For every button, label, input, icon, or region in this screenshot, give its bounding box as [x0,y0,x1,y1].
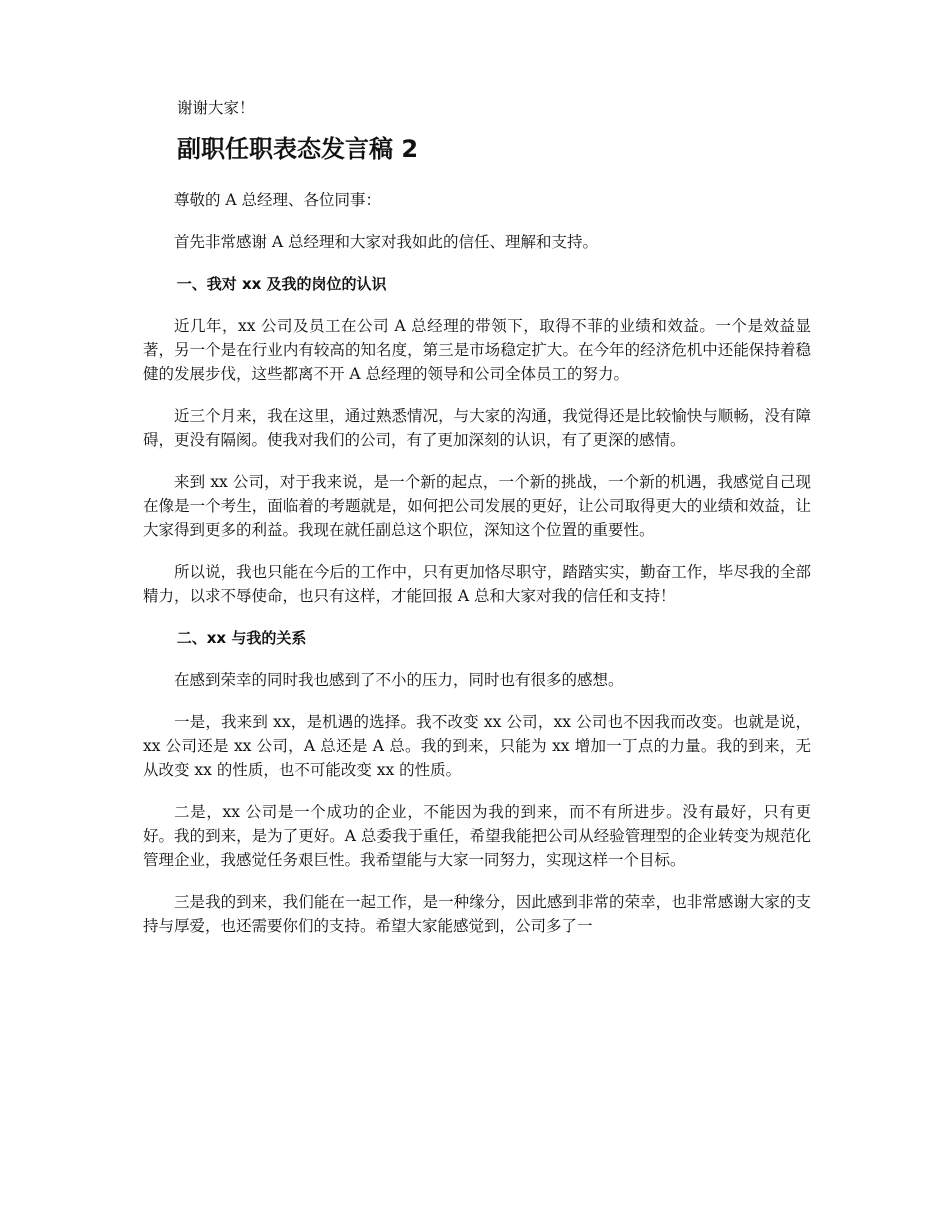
section-heading-2: 二、xx 与我的关系 [176,629,307,647]
document-title: 副职任职表态发言稿 2 [177,135,419,163]
document-page [143,96,811,956]
section1-paragraph-2: 近三个月来，我在这里，通过熟悉情况，与大家的沟通，我觉得还是比较愉快与顺畅，没有障碍，更没有隔阂。使我对我们的公司，有了更加深刻的认识，有了更深的感情。 [143,407,811,449]
closing-line: 谢谢大家！ [177,99,255,117]
section1-paragraph-3: 来到 xx 公司，对于我来说，是一个新的起点，一个新的挑战，一个新的机遇，我感觉自己现在像是一个考生，面临着的考题就是，如何把公司发展的更好，让公司取得更大的业绩和效益，让大家得到更多的利益。我现在就任副总这个职位，深知这个位置的重要性。 [143,473,811,539]
salutation: 尊敬的 A 总经理、各位同事： [174,191,382,209]
intro-paragraph: 首先非常感谢 A 总经理和大家对我如此的信任、理解和支持。 [174,233,599,251]
section1-paragraph-4: 所以说，我也只能在今后的工作中，只有更加恪尽职守，踏踏实实，勤奋工作，毕尽我的全部精力，以求不辱使命，也只有这样，才能回报 A 总和大家对我的信任和支持！ [143,563,811,605]
section2-paragraph-1: 在感到荣幸的同时我也感到了不小的压力，同时也有很多的感想。 [174,671,624,689]
section1-paragraph-1: 近几年，xx 公司及员工在公司 A 总经理的带领下，取得不菲的业绩和效益。一个是效益显著，另一个是在行业内有较高的知名度，第三是市场稳定扩大。在今年的经济危机中还能保持着稳健的发展步伐，这些都离不开 A 总经理的领导和公司全体员工的努力。 [143,317,811,383]
section2-paragraph-3: 二是，xx 公司是一个成功的企业，不能因为我的到来，而不有所进步。没有最好，只有更好。我的到来，是为了更好。A 总委我于重任，希望我能把公司从经验管理型的企业转变为规范化管理企业，我感觉任务艰巨性。我希望能与大家一同努力，实现这样一个目标。 [143,803,811,869]
section-heading-1: 一、我对 xx 及我的岗位的认识 [176,275,387,293]
section2-paragraph-4: 三是我的到来，我们能在一起工作，是一种缘分，因此感到非常的荣幸，也非常感谢大家的支持与厚爱，也还需要你们的支持。希望大家能感觉到，公司多了一 [143,893,811,935]
section2-paragraph-2: 一是，我来到 xx，是机遇的选择。我不改变 xx 公司，xx 公司也不因我而改变。也就是说，xx 公司还是 xx 公司，A 总还是 A 总。我的到来，只能为 xx 增加一丁点的力量。我的到来，无从改变 xx 的性质，也不可能改变 xx 的性质。 [143,713,811,779]
